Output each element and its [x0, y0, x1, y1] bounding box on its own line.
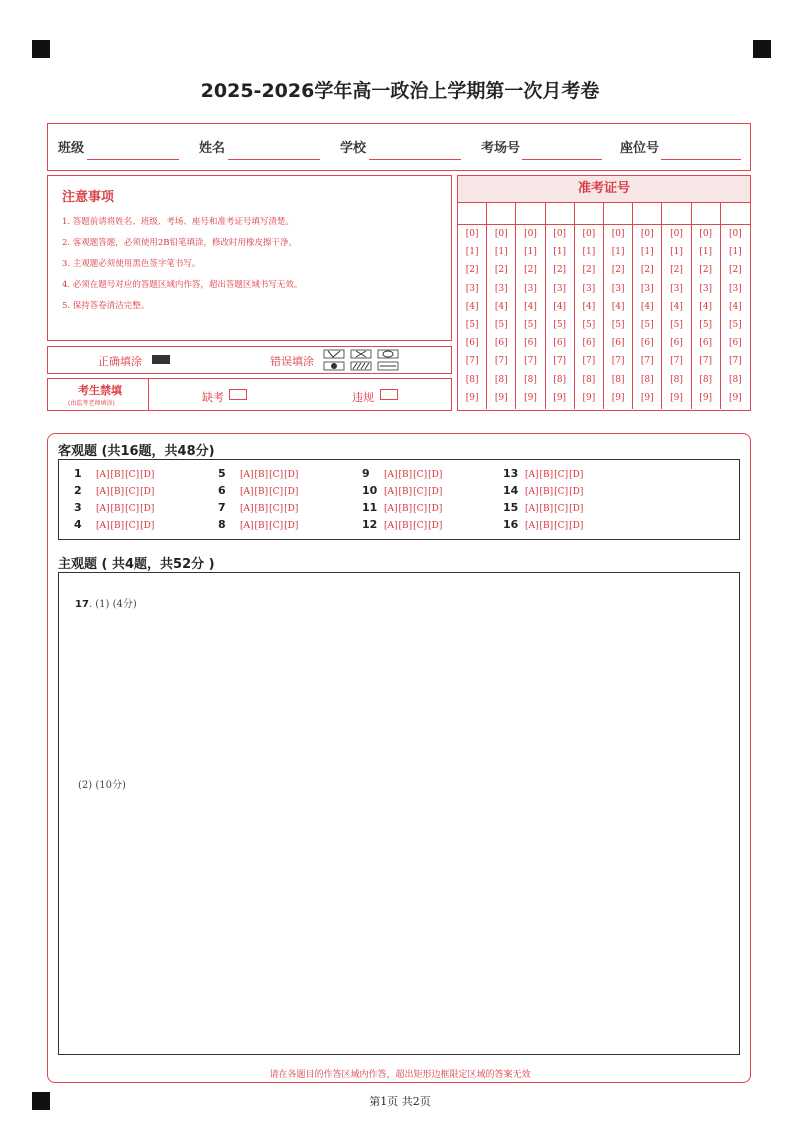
admission-digit-bubble[interactable]: [3]: [582, 283, 596, 294]
question-number: 13: [503, 467, 519, 480]
admission-digit-bubble[interactable]: [4]: [524, 301, 537, 312]
admission-digit-bubble[interactable]: [0]: [553, 229, 567, 239]
admission-digit-write-cell[interactable]: [604, 202, 632, 225]
admission-digit-bubble[interactable]: [7]: [611, 356, 625, 367]
admission-column: [575, 202, 604, 409]
answer-option-bubble[interactable]: [A]: [525, 504, 539, 514]
registration-mark-top-right: [753, 40, 771, 58]
admission-digit-bubble[interactable]: [6]: [670, 338, 683, 349]
admission-column: [633, 202, 662, 409]
answer-option-bubble[interactable]: [D]: [569, 521, 584, 531]
answer-option-bubble[interactable]: [A]: [96, 487, 110, 497]
admission-digit-bubble[interactable]: [9]: [494, 392, 508, 403]
note-item: 5. 保持答卷清洁完整。: [62, 301, 150, 311]
admission-digit-bubble[interactable]: [1]: [699, 247, 713, 258]
wrong-fill-examples-icon: [323, 349, 403, 371]
objective-question: [503, 484, 584, 497]
admission-digit-bubble[interactable]: [0]: [582, 229, 596, 239]
answer-option-bubble[interactable]: [B]: [398, 521, 413, 531]
answer-option-bubble[interactable]: [D]: [569, 470, 584, 480]
answer-option-bubble[interactable]: [D]: [569, 487, 584, 497]
admission-digit-write-cell[interactable]: [516, 202, 544, 225]
answer-option-bubble[interactable]: [A]: [525, 470, 539, 480]
answer-option-bubble[interactable]: [B]: [110, 487, 125, 497]
admission-digit-bubble[interactable]: [3]: [729, 283, 742, 294]
question-number: 5: [218, 467, 226, 480]
violation-checkbox[interactable]: [380, 389, 398, 400]
admission-digit-bubble[interactable]: [7]: [582, 356, 596, 367]
objective-question: [362, 484, 443, 497]
question-number: 3: [74, 501, 82, 514]
admission-digit-bubble[interactable]: [1]: [582, 247, 596, 258]
admission-digit-bubble[interactable]: [8]: [699, 374, 713, 385]
answer-option-bubble[interactable]: [A]: [96, 470, 110, 480]
answer-option-bubble[interactable]: [B]: [398, 487, 413, 497]
answer-option-bubble[interactable]: [B]: [539, 470, 554, 480]
answer-option-bubble[interactable]: [C]: [269, 504, 284, 514]
admission-column: [546, 202, 575, 409]
admission-digit-bubble[interactable]: [9]: [524, 392, 537, 403]
admission-digit-bubble[interactable]: [5]: [553, 319, 567, 330]
admission-digit-bubble[interactable]: [2]: [699, 265, 713, 276]
info-label-name: 姓名: [199, 141, 226, 156]
admission-digit-bubble[interactable]: [3]: [553, 283, 567, 294]
admission-digit-bubble[interactable]: [2]: [524, 265, 537, 276]
answer-option-bubble[interactable]: [D]: [140, 487, 155, 497]
objective-question: [74, 484, 155, 497]
admission-digit-bubble[interactable]: [5]: [640, 319, 654, 330]
question-number: 7: [218, 501, 226, 514]
question-number: 6: [218, 484, 226, 497]
admission-digit-bubble[interactable]: [9]: [582, 392, 596, 403]
admission-digit-write-cell[interactable]: [721, 202, 750, 225]
admission-digit-write-cell[interactable]: [633, 202, 661, 225]
answer-option-bubble[interactable]: [D]: [284, 504, 299, 514]
question-number: 2: [74, 484, 82, 497]
objective-question: [74, 518, 155, 531]
answer-option-bubble[interactable]: [D]: [428, 470, 443, 480]
admission-digit-bubble[interactable]: [5]: [494, 319, 508, 330]
admission-digit-write-cell[interactable]: [487, 202, 515, 225]
objective-question: [503, 501, 584, 514]
objective-question: [74, 501, 155, 514]
admission-digit-bubble[interactable]: [7]: [524, 356, 537, 367]
answer-option-bubble[interactable]: [B]: [539, 504, 554, 514]
admission-digit-bubble[interactable]: [2]: [465, 265, 479, 276]
objective-question: [362, 518, 443, 531]
answer-option-bubble[interactable]: [C]: [413, 521, 428, 531]
admission-digit-bubble[interactable]: [5]: [611, 319, 625, 330]
q17-label: [75, 595, 137, 610]
admission-column: [604, 202, 633, 409]
answer-option-bubble[interactable]: [A]: [96, 504, 110, 514]
answer-option-bubble[interactable]: [B]: [110, 521, 125, 531]
admission-digit-bubble[interactable]: [4]: [640, 301, 654, 312]
admission-column: [721, 202, 750, 409]
admission-digit-bubble[interactable]: [4]: [611, 301, 625, 312]
admission-digit-bubble[interactable]: [4]: [465, 301, 479, 312]
admission-digit-write-cell[interactable]: [458, 202, 486, 225]
admission-digit-bubble[interactable]: [8]: [553, 374, 567, 385]
objective-question: [218, 518, 299, 531]
admission-column: [516, 202, 545, 409]
answer-option-bubble[interactable]: [B]: [254, 521, 269, 531]
admission-digit-bubble[interactable]: [1]: [729, 247, 742, 258]
answer-option-bubble[interactable]: [B]: [539, 521, 554, 531]
absent-checkbox[interactable]: [229, 389, 247, 400]
admission-digit-bubble[interactable]: [5]: [582, 319, 596, 330]
admission-digit-bubble[interactable]: [3]: [465, 283, 479, 294]
question-number: 15: [503, 501, 519, 514]
admission-digit-bubble[interactable]: [6]: [699, 338, 713, 349]
notes-title: 注意事项: [62, 190, 115, 205]
admission-digit-bubble[interactable]: [6]: [640, 338, 654, 349]
admission-digit-bubble[interactable]: [7]: [670, 356, 683, 367]
note-item: 2. 客观题答题，必须使用2B铅笔填涂，修改时用橡皮擦干净。: [62, 238, 297, 248]
answer-option-bubble[interactable]: [B]: [254, 487, 269, 497]
admission-digit-bubble[interactable]: [7]: [494, 356, 508, 367]
admission-digit-bubble[interactable]: [0]: [640, 229, 654, 239]
admission-digit-bubble[interactable]: [1]: [670, 247, 683, 258]
admission-digit-bubble[interactable]: [6]: [729, 338, 742, 349]
admission-digit-bubble[interactable]: [5]: [670, 319, 683, 330]
admission-digit-bubble[interactable]: [8]: [494, 374, 508, 385]
registration-mark-top-left: [32, 40, 50, 58]
info-field-school[interactable]: [369, 159, 461, 160]
admission-title: 准考证号: [458, 176, 750, 203]
answer-option-bubble[interactable]: [C]: [554, 487, 569, 497]
answer-option-bubble[interactable]: [C]: [125, 470, 140, 480]
admission-digit-bubble[interactable]: [2]: [494, 265, 508, 276]
admission-digit-bubble[interactable]: [1]: [611, 247, 625, 258]
answer-option-bubble[interactable]: [B]: [539, 487, 554, 497]
admission-digit-bubble[interactable]: [0]: [699, 229, 713, 239]
answer-option-bubble[interactable]: [A]: [384, 504, 398, 514]
admission-digit-bubble[interactable]: [0]: [729, 229, 742, 239]
admission-digit-bubble[interactable]: [5]: [524, 319, 537, 330]
admission-digit-write-cell[interactable]: [546, 202, 574, 225]
admission-digit-bubble[interactable]: [1]: [494, 247, 508, 258]
answer-option-bubble[interactable]: [A]: [240, 521, 254, 531]
admission-digit-bubble[interactable]: [7]: [553, 356, 567, 367]
answer-option-bubble[interactable]: [C]: [125, 504, 140, 514]
admission-digit-bubble[interactable]: [4]: [699, 301, 713, 312]
admission-digit-bubble[interactable]: [5]: [465, 319, 479, 330]
admission-digit-bubble[interactable]: [2]: [553, 265, 567, 276]
admission-digit-bubble[interactable]: [3]: [670, 283, 683, 294]
admission-digit-bubble[interactable]: [3]: [611, 283, 625, 294]
admission-column: [692, 202, 721, 409]
answer-option-bubble[interactable]: [D]: [284, 470, 299, 480]
admission-digit-bubble[interactable]: [8]: [611, 374, 625, 385]
answer-option-bubble[interactable]: [C]: [125, 521, 140, 531]
question-number: 10: [362, 484, 378, 497]
admission-digit-bubble[interactable]: [9]: [640, 392, 654, 403]
info-label-class: 班级: [58, 141, 85, 156]
info-field-exam-room[interactable]: [522, 159, 602, 160]
admission-digit-bubble[interactable]: [4]: [582, 301, 596, 312]
admission-digit-bubble[interactable]: [5]: [699, 319, 713, 330]
admission-column: [487, 202, 516, 409]
admission-digit-bubble[interactable]: [0]: [670, 229, 683, 239]
question-number: 4: [74, 518, 82, 531]
objective-question: [362, 467, 443, 480]
info-label-school: 学校: [340, 141, 367, 156]
absent-label: 缺考: [202, 391, 224, 404]
info-field-class[interactable]: [87, 159, 179, 160]
objective-question: [74, 467, 155, 480]
exam-title: 2025-2026学年高一政治上学期第一次月考卷: [200, 80, 600, 102]
answer-option-bubble[interactable]: [C]: [413, 487, 428, 497]
answer-option-bubble[interactable]: [B]: [254, 504, 269, 514]
page-number: 第1页 共2页: [369, 1095, 431, 1108]
answer-option-bubble[interactable]: [A]: [525, 521, 539, 531]
subjective-title: 主观题 ( 共4题，共52分 ): [58, 557, 215, 572]
answer-option-bubble[interactable]: [B]: [398, 470, 413, 480]
answer-option-bubble[interactable]: [D]: [140, 504, 155, 514]
answer-option-bubble[interactable]: [A]: [96, 521, 110, 531]
admission-digit-bubble[interactable]: [0]: [465, 229, 479, 239]
objective-question: [362, 501, 443, 514]
info-label-exam-room: 考场号: [481, 141, 521, 156]
admission-digit-bubble[interactable]: [4]: [729, 301, 742, 312]
answer-option-bubble[interactable]: [C]: [554, 470, 569, 480]
answer-option-bubble[interactable]: [C]: [125, 487, 140, 497]
admission-digit-write-cell[interactable]: [575, 202, 603, 225]
question-number: 1: [74, 467, 82, 480]
admission-digit-bubble[interactable]: [2]: [729, 265, 742, 276]
admission-digit-bubble[interactable]: [8]: [729, 374, 742, 385]
note-item: 3. 主观题必须使用黑色签字笔书写。: [62, 259, 201, 269]
admission-digit-bubble[interactable]: [9]: [699, 392, 713, 403]
forbidden-title: 考生禁填: [78, 384, 122, 397]
admission-digit-bubble[interactable]: [8]: [465, 374, 479, 385]
info-field-name[interactable]: [228, 159, 320, 160]
answer-option-bubble[interactable]: [A]: [384, 521, 398, 531]
objective-question: [503, 518, 584, 531]
admission-digit-bubble[interactable]: [3]: [524, 283, 537, 294]
admission-digit-bubble[interactable]: [2]: [582, 265, 596, 276]
admission-column: [662, 202, 691, 409]
admission-digit-write-cell[interactable]: [692, 202, 720, 225]
correct-fill-label: 正确填涂: [98, 355, 142, 368]
objective-question: [503, 467, 584, 480]
note-item: 1. 答题前请将姓名、班级、考场、座号和准考证号填写清楚。: [62, 217, 294, 227]
admission-digit-bubble[interactable]: [3]: [640, 283, 654, 294]
subjective-answer-box[interactable]: [58, 572, 740, 1055]
answer-option-bubble[interactable]: [C]: [554, 521, 569, 531]
question-number: 12: [362, 518, 378, 531]
answer-option-bubble[interactable]: [B]: [110, 470, 125, 480]
answer-option-bubble[interactable]: [B]: [398, 504, 413, 514]
answer-option-bubble[interactable]: [A]: [240, 504, 254, 514]
answer-option-bubble[interactable]: [D]: [284, 487, 299, 497]
answer-option-bubble[interactable]: [D]: [140, 470, 155, 480]
violation-label: 违规: [352, 391, 374, 404]
answer-option-bubble[interactable]: [D]: [569, 504, 584, 514]
admission-digit-bubble[interactable]: [6]: [582, 338, 596, 349]
answer-option-bubble[interactable]: [C]: [413, 504, 428, 514]
q17-part2-label: (2) (10分): [78, 780, 126, 791]
admission-digit-bubble[interactable]: [5]: [729, 319, 742, 330]
footer-note: 请在各题目的作答区域内作答，超出矩形边框限定区域的答案无效: [269, 1070, 531, 1080]
admission-digit-bubble[interactable]: [8]: [670, 374, 683, 385]
admission-digit-bubble[interactable]: [4]: [670, 301, 683, 312]
answer-option-bubble[interactable]: [A]: [240, 487, 254, 497]
admission-digit-bubble[interactable]: [6]: [494, 338, 508, 349]
answer-option-bubble[interactable]: [A]: [525, 487, 539, 497]
info-label-seat: 座位号: [620, 141, 660, 156]
question-number: 9: [362, 467, 370, 480]
admission-digit-bubble[interactable]: [4]: [553, 301, 567, 312]
answer-option-bubble[interactable]: [B]: [110, 504, 125, 514]
answer-option-bubble[interactable]: [D]: [284, 521, 299, 531]
admission-digit-bubble[interactable]: [6]: [553, 338, 567, 349]
admission-digit-bubble[interactable]: [3]: [699, 283, 713, 294]
admission-digit-write-cell[interactable]: [662, 202, 690, 225]
question-number: 11: [362, 501, 378, 514]
question-number: 8: [218, 518, 226, 531]
admission-digit-bubble[interactable]: [7]: [640, 356, 654, 367]
answer-option-bubble[interactable]: [D]: [428, 504, 443, 514]
objective-question: [218, 467, 299, 480]
answer-option-bubble[interactable]: [D]: [428, 521, 443, 531]
admission-digit-bubble[interactable]: [9]: [670, 392, 683, 403]
answer-option-bubble[interactable]: [C]: [269, 521, 284, 531]
objective-title: 客观题 (共16题，共48分): [58, 444, 215, 459]
admission-digit-bubble[interactable]: [7]: [699, 356, 713, 367]
admission-digit-bubble[interactable]: [2]: [611, 265, 625, 276]
forbidden-divider: [148, 379, 149, 410]
admission-digit-bubble[interactable]: [0]: [524, 229, 537, 239]
admission-digit-bubble[interactable]: [9]: [611, 392, 625, 403]
q17-part1: . (1) (4分): [88, 599, 137, 610]
admission-digit-bubble[interactable]: [2]: [670, 265, 683, 276]
admission-digit-bubble[interactable]: [0]: [494, 229, 508, 239]
forbidden-subtitle: (由监考老师填涂): [68, 400, 115, 407]
answer-option-bubble[interactable]: [C]: [413, 470, 428, 480]
answer-option-bubble[interactable]: [D]: [140, 521, 155, 531]
answer-option-bubble[interactable]: [C]: [269, 470, 284, 480]
admission-column: [458, 202, 487, 409]
answer-option-bubble[interactable]: [C]: [269, 487, 284, 497]
note-item: 4. 必须在题号对应的答题区域内作答，超出答题区域书写无效。: [62, 280, 303, 290]
admission-digit-bubble[interactable]: [2]: [640, 265, 654, 276]
admission-digit-bubble[interactable]: [3]: [494, 283, 508, 294]
admission-digit-bubble[interactable]: [1]: [553, 247, 567, 258]
admission-digit-bubble[interactable]: [8]: [582, 374, 596, 385]
admission-digit-bubble[interactable]: [1]: [640, 247, 654, 258]
objective-question: [218, 501, 299, 514]
admission-digit-bubble[interactable]: [6]: [465, 338, 479, 349]
admission-digit-bubble[interactable]: [8]: [524, 374, 537, 385]
objective-question: [218, 484, 299, 497]
answer-option-bubble[interactable]: [A]: [240, 470, 254, 480]
question-number: 16: [503, 518, 519, 531]
admission-digit-bubble[interactable]: [6]: [524, 338, 537, 349]
admission-digit-bubble[interactable]: [7]: [729, 356, 742, 367]
admission-digit-bubble[interactable]: [1]: [524, 247, 537, 258]
answer-option-bubble[interactable]: [D]: [428, 487, 443, 497]
wrong-fill-label: 错误填涂: [270, 355, 314, 368]
answer-option-bubble[interactable]: [A]: [384, 487, 398, 497]
admission-digit-bubble[interactable]: [0]: [611, 229, 625, 239]
info-field-seat[interactable]: [661, 159, 741, 160]
admission-digit-bubble[interactable]: [6]: [611, 338, 625, 349]
admission-digit-bubble[interactable]: [9]: [553, 392, 567, 403]
admission-digit-bubble[interactable]: [4]: [494, 301, 508, 312]
answer-option-bubble[interactable]: [B]: [254, 470, 269, 480]
question-number: 14: [503, 484, 519, 497]
q17-number: 17: [75, 599, 89, 610]
correct-fill-swatch: [152, 355, 170, 364]
admission-digit-bubble[interactable]: [9]: [729, 392, 742, 403]
admission-digit-bubble[interactable]: [7]: [465, 356, 479, 367]
admission-digit-bubble[interactable]: [9]: [465, 392, 479, 403]
admission-digit-bubble[interactable]: [1]: [465, 247, 479, 258]
admission-digit-bubble[interactable]: [8]: [640, 374, 654, 385]
answer-option-bubble[interactable]: [A]: [384, 470, 398, 480]
answer-option-bubble[interactable]: [C]: [554, 504, 569, 514]
